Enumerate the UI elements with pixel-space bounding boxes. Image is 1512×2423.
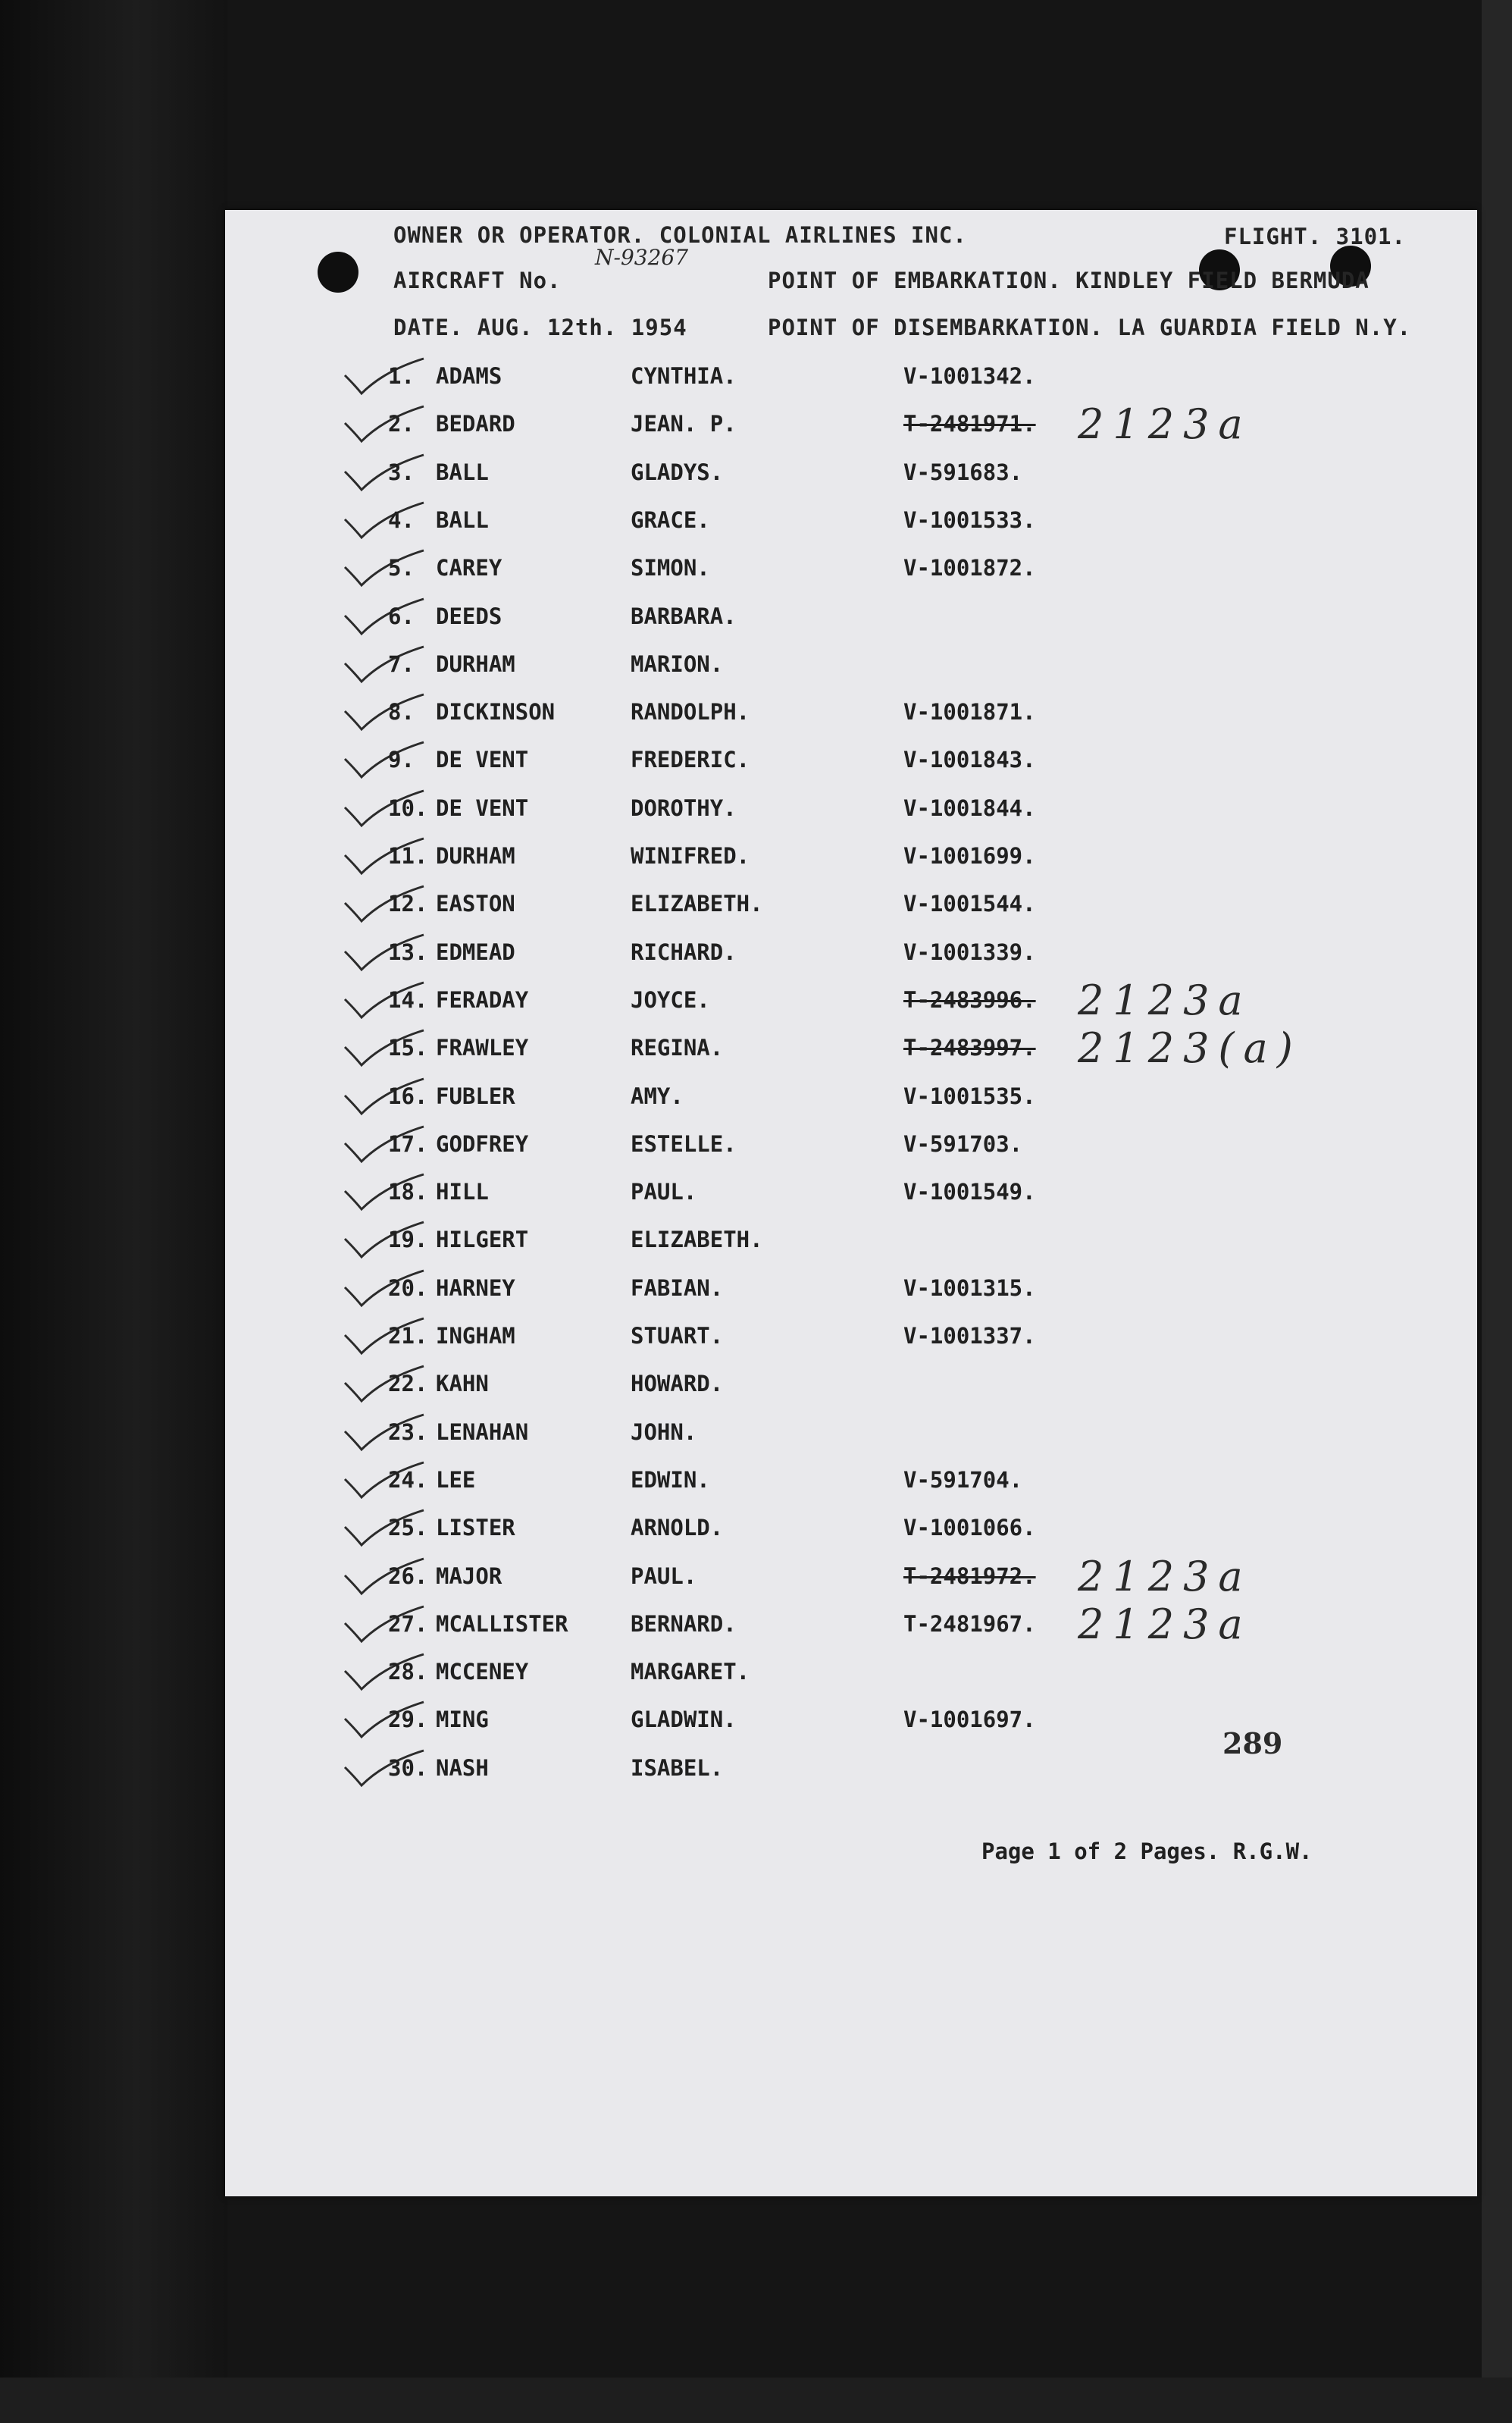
owner-operator: OWNER OR OPERATOR. COLONIAL AIRLINES INC. <box>393 222 967 248</box>
passenger-row <box>225 1083 1477 1129</box>
passenger-first-name: ISABEL. <box>631 1754 724 1781</box>
film-border-right <box>1482 0 1512 2423</box>
passenger-surname: DURHAM <box>436 843 515 869</box>
passenger-first-name: WINIFRED. <box>631 843 750 869</box>
passenger-row <box>225 1323 1477 1368</box>
passenger-visa-number: V-1001549. <box>903 1179 1036 1205</box>
passenger-visa-number: V-1001339. <box>903 939 1036 965</box>
passenger-row <box>225 1179 1477 1224</box>
passenger-number: 30. <box>388 1754 428 1781</box>
passenger-row <box>225 843 1477 889</box>
passenger-row <box>225 747 1477 792</box>
passenger-surname: EASTON <box>436 891 515 917</box>
disembarkation-point: POINT OF DISEMBARKATION. LA GUARDIA FIELD N.Y. <box>768 315 1412 340</box>
passenger-first-name: ELIZABETH. <box>631 1227 763 1253</box>
check-mark-icon <box>339 739 430 782</box>
check-mark-icon <box>339 691 430 734</box>
passenger-number: 29. <box>388 1707 428 1733</box>
passenger-surname: DICKINSON <box>436 699 556 726</box>
page-footer: Page 1 of 2 Pages. R.G.W. <box>981 1838 1313 1864</box>
handwritten-note: 2123a <box>1078 1552 1252 1600</box>
passenger-row <box>225 1659 1477 1704</box>
passenger-surname: MAJOR <box>436 1563 502 1589</box>
passenger-row <box>225 1024 1477 1080</box>
passenger-number: 6. <box>388 603 415 629</box>
flight-number: FLIGHT. 3101. <box>1224 224 1406 249</box>
passenger-number: 21. <box>388 1323 428 1349</box>
passenger-surname: DE VENT <box>436 795 529 821</box>
passenger-surname: HARNEY <box>436 1274 515 1301</box>
passenger-row <box>225 603 1477 649</box>
passenger-first-name: RICHARD. <box>631 939 737 965</box>
passenger-visa-number: V-1001844. <box>903 795 1036 821</box>
passenger-row <box>225 891 1477 936</box>
passenger-number: 3. <box>388 459 415 485</box>
passenger-surname: FRAWLEY <box>436 1035 529 1061</box>
film-border-left <box>0 0 227 2423</box>
passenger-visa-number: V-591704. <box>903 1466 1023 1493</box>
passenger-number: 23. <box>388 1418 428 1445</box>
passenger-visa-number: T-2483997. <box>903 1035 1036 1061</box>
passenger-visa-number: V-1001697. <box>903 1707 1036 1733</box>
punch-hole-left <box>318 252 358 293</box>
passenger-first-name: RANDOLPH. <box>631 699 750 726</box>
passenger-surname: KAHN <box>436 1371 489 1397</box>
handwritten-note: 2123a <box>1078 1600 1252 1648</box>
manifest-sheet <box>225 210 1477 2196</box>
handwritten-note: 2123a <box>1078 976 1252 1024</box>
passenger-first-name: ARNOLD. <box>631 1515 724 1541</box>
passenger-row <box>225 939 1477 985</box>
passenger-surname: GODFREY <box>436 1130 529 1157</box>
passenger-number: 5. <box>388 555 415 581</box>
passenger-number: 18. <box>388 1179 428 1205</box>
passenger-visa-number: V-1001533. <box>903 506 1036 533</box>
aircraft-label: AIRCRAFT No. <box>393 268 562 293</box>
aircraft-number: N-93267 <box>595 245 689 270</box>
passenger-number: 26. <box>388 1563 428 1589</box>
passenger-surname: DE VENT <box>436 747 529 773</box>
passenger-surname: NASH <box>436 1754 489 1781</box>
passenger-first-name: FABIAN. <box>631 1274 724 1301</box>
passenger-visa-number: T-2483996. <box>903 986 1036 1013</box>
passenger-row <box>225 1515 1477 1560</box>
passenger-row <box>225 1131 1477 1177</box>
passenger-surname: MING <box>436 1707 489 1733</box>
passenger-visa-number: V-1001544. <box>903 891 1036 917</box>
passenger-number: 27. <box>388 1610 428 1637</box>
passenger-surname: ADAMS <box>436 363 502 389</box>
passenger-number: 7. <box>388 650 415 677</box>
passenger-first-name: HOWARD. <box>631 1371 724 1397</box>
passenger-surname: BALL <box>436 506 489 533</box>
passenger-first-name: ESTELLE. <box>631 1130 737 1157</box>
film-border-bottom <box>0 2378 1512 2423</box>
passenger-visa-number: V-591683. <box>903 459 1023 485</box>
passenger-row <box>225 1707 1477 1752</box>
passenger-surname: MCALLISTER <box>436 1610 568 1637</box>
passenger-visa-number: V-591703. <box>903 1130 1023 1157</box>
passenger-row <box>225 459 1477 505</box>
passenger-number: 16. <box>388 1083 428 1109</box>
passenger-first-name: AMY. <box>631 1083 684 1109</box>
passenger-row <box>225 1371 1477 1416</box>
passenger-surname: EDMEAD <box>436 939 515 965</box>
passenger-first-name: JOYCE. <box>631 986 710 1013</box>
passenger-first-name: MARION. <box>631 650 724 677</box>
passenger-visa-number: V-1001699. <box>903 843 1036 869</box>
check-mark-icon <box>339 500 430 542</box>
passenger-number: 10. <box>388 795 428 821</box>
passenger-row <box>225 1227 1477 1272</box>
passenger-visa-number: T-2481972. <box>903 1563 1036 1589</box>
check-mark-icon <box>339 356 430 398</box>
passenger-row <box>225 699 1477 744</box>
passenger-number: 25. <box>388 1515 428 1541</box>
passenger-surname: LEE <box>436 1466 476 1493</box>
passenger-row <box>225 1467 1477 1512</box>
passenger-number: 1. <box>388 363 415 389</box>
passenger-surname: HILL <box>436 1179 489 1205</box>
check-mark-icon <box>339 547 430 590</box>
passenger-row <box>225 363 1477 409</box>
passenger-first-name: FREDERIC. <box>631 747 750 773</box>
embarkation-point: POINT OF EMBARKATION. KINDLEY FIELD BERMUDA <box>768 268 1370 293</box>
passenger-first-name: EDWIN. <box>631 1466 710 1493</box>
passenger-visa-number: V-1001872. <box>903 555 1036 581</box>
passenger-number: 15. <box>388 1035 428 1061</box>
passenger-first-name: GRACE. <box>631 506 710 533</box>
passenger-first-name: JEAN. P. <box>631 411 737 437</box>
passenger-first-name: PAUL. <box>631 1563 697 1589</box>
passenger-number: 11. <box>388 843 428 869</box>
passenger-number: 28. <box>388 1659 428 1685</box>
passenger-surname: DEEDS <box>436 603 502 629</box>
passenger-row <box>225 1275 1477 1321</box>
passenger-first-name: SIMON. <box>631 555 710 581</box>
passenger-visa-number: V-1001535. <box>903 1083 1036 1109</box>
check-mark-icon <box>339 644 430 686</box>
passenger-visa-number: V-1001843. <box>903 747 1036 773</box>
passenger-row <box>225 1755 1477 1801</box>
page-stamp-number: 289 <box>1222 1726 1283 1760</box>
passenger-number: 2. <box>388 411 415 437</box>
passenger-surname: FUBLER <box>436 1083 515 1109</box>
check-mark-icon <box>339 452 430 494</box>
passenger-number: 24. <box>388 1466 428 1493</box>
passenger-first-name: STUART. <box>631 1323 724 1349</box>
passenger-surname: BALL <box>436 459 489 485</box>
passenger-visa-number: T-2481971. <box>903 411 1036 437</box>
passenger-visa-number: V-1001315. <box>903 1274 1036 1301</box>
passenger-surname: CAREY <box>436 555 502 581</box>
passenger-visa-number: V-1001066. <box>903 1515 1036 1541</box>
passenger-number: 12. <box>388 891 428 917</box>
passenger-visa-number: T-2481967. <box>903 1610 1036 1637</box>
passenger-row <box>225 651 1477 697</box>
passenger-surname: LISTER <box>436 1515 515 1541</box>
passenger-row <box>225 400 1477 456</box>
passenger-first-name: PAUL. <box>631 1179 697 1205</box>
passenger-row <box>225 555 1477 600</box>
passenger-visa-number: V-1001871. <box>903 699 1036 726</box>
passenger-surname: MCCENEY <box>436 1659 529 1685</box>
passenger-first-name: REGINA. <box>631 1035 724 1061</box>
passenger-visa-number: V-1001337. <box>903 1323 1036 1349</box>
passenger-number: 4. <box>388 506 415 533</box>
handwritten-note: 2123(a) <box>1078 1024 1302 1073</box>
passenger-number: 20. <box>388 1274 428 1301</box>
passenger-first-name: DOROTHY. <box>631 795 737 821</box>
passenger-row <box>225 507 1477 553</box>
passenger-first-name: CYNTHIA. <box>631 363 737 389</box>
passenger-first-name: MARGARET. <box>631 1659 750 1685</box>
passenger-surname: LENAHAN <box>436 1418 529 1445</box>
passenger-number: 22. <box>388 1371 428 1397</box>
passenger-first-name: GLADWIN. <box>631 1707 737 1733</box>
passenger-surname: INGHAM <box>436 1323 515 1349</box>
passenger-row <box>225 795 1477 841</box>
passenger-number: 13. <box>388 939 428 965</box>
passenger-surname: HILGERT <box>436 1227 529 1253</box>
passenger-first-name: BARBARA. <box>631 603 737 629</box>
passenger-number: 17. <box>388 1130 428 1157</box>
passenger-number: 14. <box>388 986 428 1013</box>
passenger-surname: FERADAY <box>436 986 529 1013</box>
passenger-visa-number: V-1001342. <box>903 363 1036 389</box>
check-mark-icon <box>339 596 430 638</box>
passenger-number: 8. <box>388 699 415 726</box>
passenger-number: 19. <box>388 1227 428 1253</box>
passenger-row <box>225 1600 1477 1657</box>
passenger-row <box>225 1552 1477 1609</box>
passenger-number: 9. <box>388 747 415 773</box>
flight-date: DATE. AUG. 12th. 1954 <box>393 315 687 340</box>
passenger-first-name: JOHN. <box>631 1418 697 1445</box>
passenger-row <box>225 1419 1477 1465</box>
check-mark-icon <box>339 403 430 446</box>
passenger-surname: BEDARD <box>436 411 515 437</box>
passenger-first-name: GLADYS. <box>631 459 724 485</box>
handwritten-note: 2123a <box>1078 400 1252 449</box>
passenger-first-name: BERNARD. <box>631 1610 737 1637</box>
passenger-surname: DURHAM <box>436 650 515 677</box>
passenger-first-name: ELIZABETH. <box>631 891 763 917</box>
